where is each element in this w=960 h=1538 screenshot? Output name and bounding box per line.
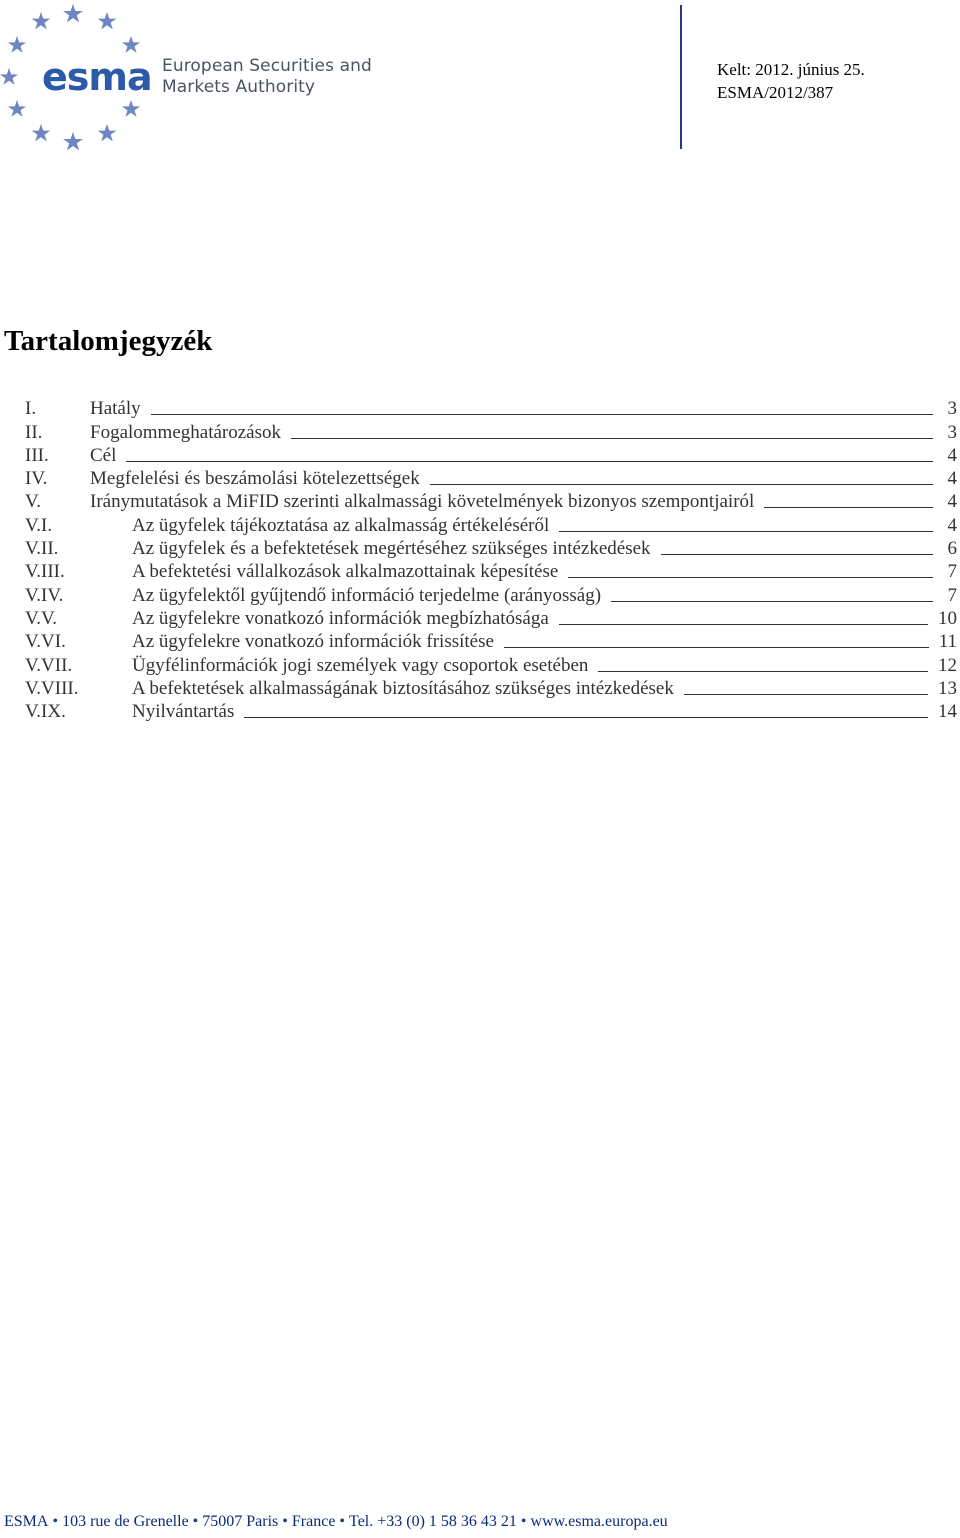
toc-entry-number: V.I. bbox=[25, 514, 53, 536]
toc-entry-leader bbox=[430, 483, 933, 485]
page-footer bbox=[4, 1513, 668, 1531]
toc-entry-label[interactable]: Az ügyfelek és a befektetések megértéséhez szükséges intézkedések bbox=[132, 538, 651, 560]
toc-entry-page[interactable]: 12 bbox=[938, 654, 957, 676]
table-of-contents bbox=[25, 397, 957, 723]
toc-entry-page[interactable]: 4 bbox=[947, 491, 957, 513]
toc-entry-leader bbox=[504, 646, 929, 648]
logo-wordmark: esma bbox=[42, 55, 152, 99]
toc-entry-leader bbox=[244, 716, 928, 718]
footer-separator: • bbox=[282, 1513, 288, 1530]
toc-entry-label[interactable]: A befektetési vállalkozások alkalmazottainak képesítése bbox=[132, 561, 559, 583]
toc-entry[interactable] bbox=[25, 444, 957, 467]
footer-separator: • bbox=[192, 1513, 199, 1530]
toc-entry-number: V.VI. bbox=[25, 631, 66, 653]
toc-entry-number: IV. bbox=[25, 468, 48, 490]
toc-entry[interactable] bbox=[25, 537, 957, 560]
footer-separator: • bbox=[520, 1513, 527, 1530]
toc-entry-label[interactable]: Ügyfélinformációk jogi személyek vagy csoportok esetében bbox=[132, 654, 589, 676]
header-divider bbox=[680, 5, 682, 149]
toc-entry-number: I. bbox=[25, 398, 37, 420]
toc-entry-number: V.II. bbox=[25, 538, 59, 560]
toc-entry-page[interactable]: 14 bbox=[938, 701, 957, 723]
toc-entry-number: V.V. bbox=[25, 607, 58, 629]
star-icon bbox=[8, 36, 26, 53]
toc-entry[interactable] bbox=[25, 560, 957, 583]
toc-entry[interactable] bbox=[25, 700, 957, 723]
toc-entry-leader bbox=[684, 693, 928, 695]
logo-organization-name bbox=[162, 56, 372, 98]
toc-entry-number: V.VIII. bbox=[25, 677, 79, 699]
toc-entry-page[interactable]: 6 bbox=[947, 538, 957, 560]
toc-entry-number: II. bbox=[25, 421, 43, 443]
document-reference: ESMA/2012/387 bbox=[717, 83, 834, 102]
toc-entry-page[interactable]: 3 bbox=[947, 398, 957, 420]
toc-entry-number: III. bbox=[25, 444, 49, 466]
toc-entry-leader bbox=[126, 460, 933, 462]
toc-entry[interactable] bbox=[25, 397, 957, 420]
star-icon bbox=[63, 4, 83, 22]
footer-separator: • bbox=[339, 1513, 346, 1530]
toc-entry[interactable] bbox=[25, 653, 957, 676]
toc-entry-leader bbox=[559, 623, 928, 625]
footer-website-link[interactable]: www.esma.europa.eu bbox=[530, 1513, 668, 1530]
toc-entry-page[interactable]: 7 bbox=[947, 584, 957, 606]
star-icon bbox=[32, 12, 51, 29]
document-meta bbox=[717, 58, 865, 104]
toc-entry-number: V.III. bbox=[25, 561, 65, 583]
toc-entry-label[interactable]: Az ügyfelekre vonatkozó információk frissítése bbox=[132, 631, 494, 653]
toc-entry-label[interactable]: Az ügyfelekre vonatkozó információk megbízhatósága bbox=[132, 607, 549, 629]
toc-entry-page[interactable]: 7 bbox=[947, 561, 957, 583]
esma-logo bbox=[0, 0, 380, 160]
toc-entry-label[interactable]: A befektetések alkalmasságának biztosításához szükséges intézkedések bbox=[132, 677, 674, 699]
toc-entry-number: V.VII. bbox=[25, 654, 73, 676]
toc-entry-number: V.IX. bbox=[25, 701, 66, 723]
toc-entry-label[interactable]: Iránymutatások a MiFID szerinti alkalmassági követelmények bizonyos szempontjairól bbox=[90, 491, 755, 513]
toc-entry-label[interactable]: Nyilvántartás bbox=[132, 701, 235, 723]
toc-title: Tartalomjegyzék bbox=[4, 325, 213, 357]
toc-entry-number: V.IV. bbox=[25, 584, 64, 606]
toc-entry[interactable] bbox=[25, 490, 957, 513]
star-circle-icon bbox=[0, 0, 160, 160]
document-date: Kelt: 2012. június 25. bbox=[717, 60, 865, 79]
toc-entry-page[interactable]: 10 bbox=[938, 607, 957, 629]
footer-separator: • bbox=[52, 1513, 59, 1530]
star-icon bbox=[122, 100, 140, 117]
logo-line-2: Markets Authority bbox=[162, 77, 316, 97]
toc-entry-page[interactable]: 13 bbox=[938, 677, 957, 699]
toc-entry[interactable] bbox=[25, 607, 957, 630]
toc-entry-leader bbox=[559, 530, 933, 532]
toc-entry[interactable] bbox=[25, 630, 957, 653]
toc-entry-leader bbox=[568, 576, 933, 578]
toc-entry-page[interactable]: 4 bbox=[947, 514, 957, 536]
star-icon bbox=[32, 124, 51, 141]
logo-line-1: European Securities and bbox=[162, 56, 372, 76]
toc-entry-label[interactable]: Cél bbox=[90, 444, 117, 466]
toc-entry[interactable] bbox=[25, 420, 957, 443]
star-icon bbox=[98, 12, 117, 29]
toc-entry-label[interactable]: Az ügyfelektől gyűjtendő információ terjedelme (arányosság) bbox=[132, 584, 602, 606]
star-icon bbox=[122, 36, 140, 53]
toc-entry[interactable] bbox=[25, 467, 957, 490]
toc-entry[interactable] bbox=[25, 583, 957, 606]
star-icon bbox=[0, 68, 18, 85]
toc-entry-label[interactable]: Az ügyfelek tájékoztatása az alkalmasság értékeléséről bbox=[132, 514, 550, 536]
toc-entry-leader bbox=[661, 553, 933, 555]
toc-entry-leader bbox=[151, 413, 933, 415]
footer-address-part: 103 rue de Grenelle bbox=[62, 1513, 189, 1530]
footer-address-part: Tel. +33 (0) 1 58 36 43 21 bbox=[349, 1513, 517, 1530]
toc-entry-label[interactable]: Megfelelési és beszámolási kötelezettségek bbox=[90, 468, 420, 490]
toc-entry-page[interactable]: 3 bbox=[947, 421, 957, 443]
footer-address-part: 75007 Paris bbox=[202, 1513, 279, 1530]
toc-entry-page[interactable]: 4 bbox=[947, 444, 957, 466]
toc-entry-page[interactable]: 4 bbox=[947, 468, 957, 490]
star-icon bbox=[98, 124, 117, 141]
toc-entry[interactable] bbox=[25, 677, 957, 700]
toc-entry-label[interactable]: Fogalommeghatározások bbox=[90, 421, 282, 443]
toc-entry-leader bbox=[291, 437, 933, 439]
toc-entry-leader bbox=[764, 506, 933, 508]
footer-address-part: ESMA bbox=[4, 1513, 49, 1530]
toc-entry[interactable] bbox=[25, 513, 957, 536]
toc-entry-number: V. bbox=[25, 491, 42, 513]
toc-entry-page[interactable]: 11 bbox=[938, 631, 957, 653]
star-icon bbox=[8, 100, 26, 117]
toc-entry-leader bbox=[611, 600, 933, 602]
toc-entry-label[interactable]: Hatály bbox=[90, 398, 141, 420]
star-icon bbox=[63, 132, 83, 150]
footer-address-part: France bbox=[291, 1513, 336, 1530]
toc-entry-leader bbox=[598, 670, 928, 672]
